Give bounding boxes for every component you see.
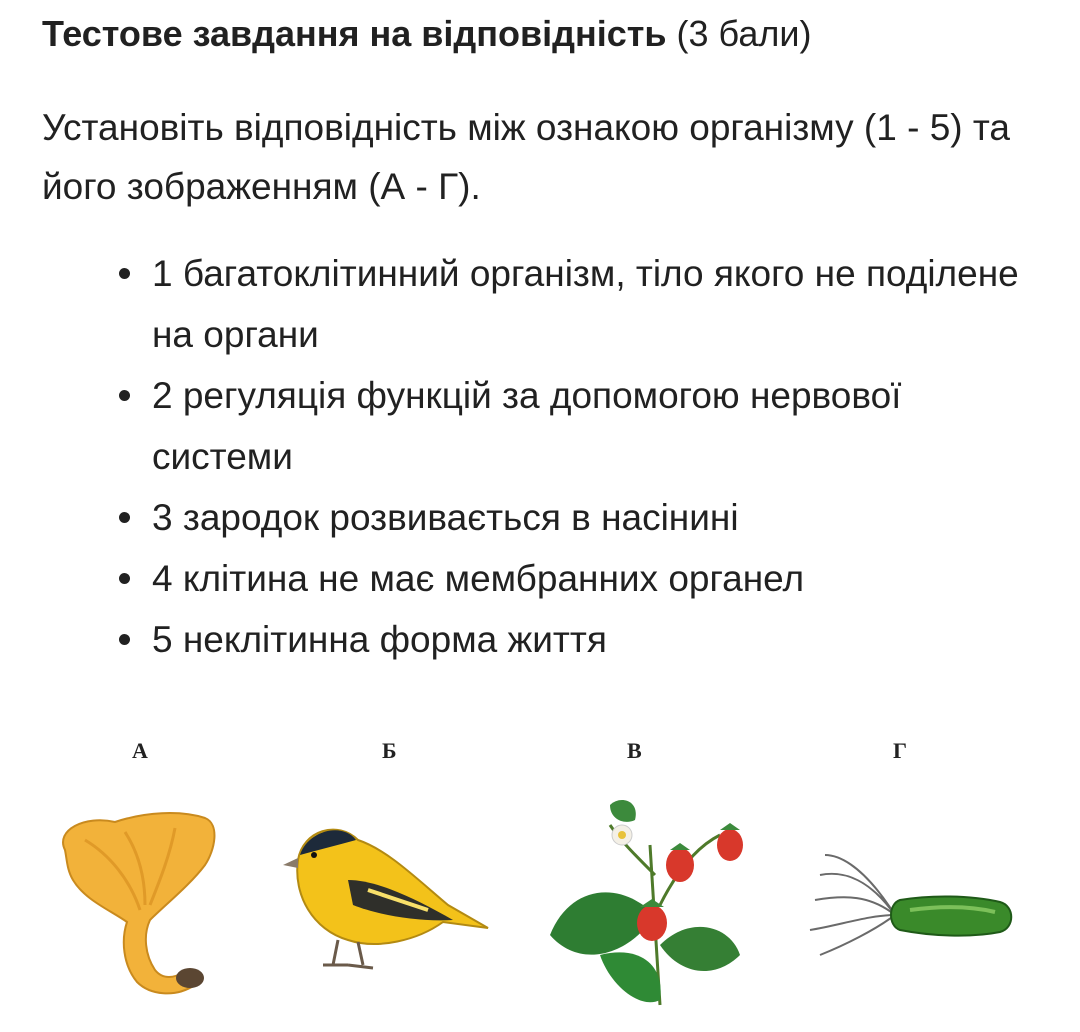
siskin-bird-icon: [278, 810, 498, 980]
list-item: [42, 548, 1052, 609]
task-points: (3 бали): [666, 13, 812, 54]
strawberry-plant-icon: [540, 785, 760, 1015]
list-item: [42, 487, 1052, 548]
item-text: 3 зародок розвивається в насінині: [152, 497, 739, 538]
bullet-dot: [119, 268, 130, 279]
task-heading: [42, 10, 811, 58]
bacterium-with-flagella-icon: [800, 840, 1020, 970]
list-item: [42, 609, 1052, 670]
bullet-dot: [119, 512, 130, 523]
figure-label-c: В: [627, 738, 642, 763]
task-instruction: Установіть відповідність між ознакою організму (1 - 5) та його зображенням (А - Г).: [42, 107, 1010, 207]
item-text: 4 клітина не має мембранних органел: [152, 558, 805, 599]
figure-label-b: Б: [382, 738, 397, 763]
figure-label-a: А: [132, 738, 148, 763]
figure-label-d: Г: [893, 738, 907, 763]
bullet-dot: [119, 634, 130, 645]
organism-figures: [0, 720, 1080, 1020]
bullet-dot: [119, 573, 130, 584]
feature-list: [42, 243, 1052, 670]
list-item: [42, 365, 1052, 487]
task-title: Тестове завдання на відповідність: [42, 13, 667, 54]
chanterelle-mushroom-icon: [55, 810, 225, 1000]
item-text: 1 багатоклітинний організм, тіло якого не поділене на органи: [152, 253, 1019, 355]
item-text: 5 неклітинна форма життя: [152, 619, 607, 660]
bullet-dot: [119, 390, 130, 401]
list-item: [42, 243, 1052, 365]
item-text: 2 регуляція функцій за допомогою нервової системи: [152, 375, 902, 477]
